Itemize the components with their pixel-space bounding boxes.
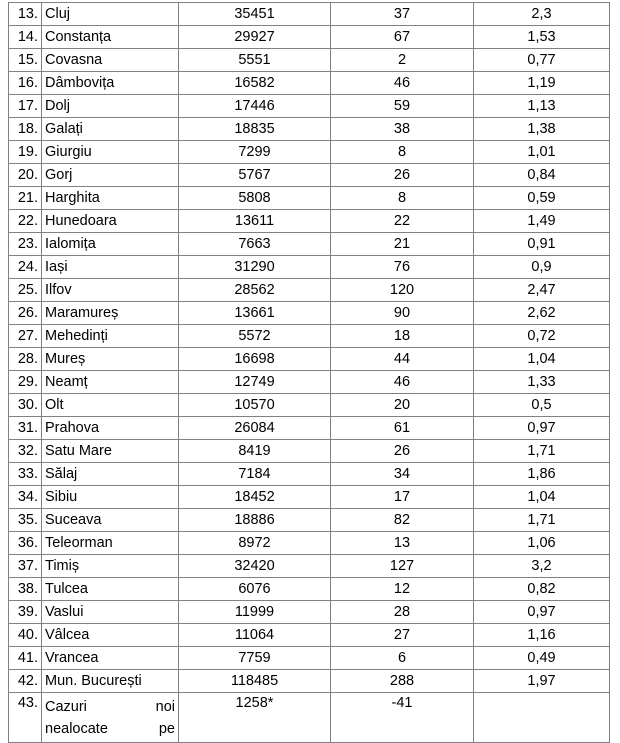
new-cases-cell: 120 [331,279,474,302]
table-row [9,210,610,233]
total-cases-cell: 6076 [179,578,331,601]
total-cases-cell: 8972 [179,532,331,555]
county-name-cell: Neamț [42,371,179,394]
county-name-cell: Satu Mare [42,440,179,463]
new-cases-cell: 61 [331,417,474,440]
total-cases-cell: 5808 [179,187,331,210]
table-row [9,118,610,141]
new-cases-cell: 288 [331,670,474,693]
total-cases-cell: 18835 [179,118,331,141]
statistics-table-container [8,2,609,743]
new-cases-cell: 46 [331,72,474,95]
incidence-rate-cell: 0,97 [474,417,610,440]
row-index-cell: 42. [9,670,42,693]
incidence-rate-cell: 1,06 [474,532,610,555]
table-row [9,49,610,72]
row-index-cell: 25. [9,279,42,302]
row-index-cell: 19. [9,141,42,164]
total-cases-cell: 31290 [179,256,331,279]
total-cases-cell: 13661 [179,302,331,325]
county-name-cell: Vrancea [42,647,179,670]
new-cases-cell: 18 [331,325,474,348]
table-row [9,233,610,256]
row-index-cell: 23. [9,233,42,256]
table-row [9,302,610,325]
county-name-cell: Vaslui [42,601,179,624]
row-index-cell: 28. [9,348,42,371]
row-index-cell: 37. [9,555,42,578]
table-row [9,141,610,164]
county-name-cell: Hunedoara [42,210,179,233]
total-cases-cell: 10570 [179,394,331,417]
table-row [9,279,610,302]
table-row [9,371,610,394]
county-name-cell: Olt [42,394,179,417]
row-index-cell: 43. [9,693,42,743]
incidence-rate-cell: 3,2 [474,555,610,578]
incidence-rate-cell: 0,59 [474,187,610,210]
new-cases-cell: 2 [331,49,474,72]
new-cases-cell: 20 [331,394,474,417]
county-name-cell: Sibiu [42,486,179,509]
county-name-cell: Teleorman [42,532,179,555]
row-index-cell: 29. [9,371,42,394]
new-cases-cell: 34 [331,463,474,486]
incidence-rate-cell: 0,77 [474,49,610,72]
incidence-rate-cell: 2,47 [474,279,610,302]
row-index-cell: 31. [9,417,42,440]
total-cases-cell: 28562 [179,279,331,302]
new-cases-cell: 90 [331,302,474,325]
total-cases-cell: 7759 [179,647,331,670]
unallocated-label-line-2: nealocate pe [45,721,175,738]
new-cases-cell: 59 [331,95,474,118]
table-row [9,486,610,509]
row-index-cell: 38. [9,578,42,601]
new-cases-cell: 8 [331,141,474,164]
total-cases-cell: 11064 [179,624,331,647]
table-row [9,187,610,210]
unallocated-label-line-1: Cazuri noi [45,699,175,715]
total-cases-cell: 16698 [179,348,331,371]
new-cases-cell: 26 [331,440,474,463]
total-cases-cell: 32420 [179,555,331,578]
new-cases-cell: 37 [331,3,474,26]
total-cases-cell: 16582 [179,72,331,95]
county-name-cell: Timiș [42,555,179,578]
incidence-rate-cell: 0,5 [474,394,610,417]
county-name-cell: Constanța [42,26,179,49]
table-row [9,3,610,26]
row-index-cell: 33. [9,463,42,486]
table-row-unallocated [9,693,610,743]
total-cases-cell: 12749 [179,371,331,394]
total-cases-cell: 7299 [179,141,331,164]
table-row [9,26,610,49]
new-cases-cell: 46 [331,371,474,394]
county-name-cell: Suceava [42,509,179,532]
row-index-cell: 24. [9,256,42,279]
row-index-cell: 20. [9,164,42,187]
row-index-cell: 14. [9,26,42,49]
table-row [9,348,610,371]
county-name-cell: Prahova [42,417,179,440]
county-name-cell: Giurgiu [42,141,179,164]
incidence-rate-cell: 0,49 [474,647,610,670]
new-cases-cell: 44 [331,348,474,371]
county-name-cell: Harghita [42,187,179,210]
table-row [9,509,610,532]
table-row [9,601,610,624]
total-cases-cell: 118485 [179,670,331,693]
county-name-cell: Vâlcea [42,624,179,647]
incidence-rate-cell: 1,04 [474,486,610,509]
county-name-cell: Dolj [42,95,179,118]
incidence-rate-cell: 1,49 [474,210,610,233]
new-cases-cell: 22 [331,210,474,233]
county-name-cell: Mun. București [42,670,179,693]
incidence-rate-cell: 1,97 [474,670,610,693]
new-cases-cell: 76 [331,256,474,279]
total-cases-cell: 29927 [179,26,331,49]
table-row [9,532,610,555]
county-name-cell: Covasna [42,49,179,72]
total-cases-cell: 13611 [179,210,331,233]
total-cases-cell: 35451 [179,3,331,26]
total-cases-cell: 18886 [179,509,331,532]
table-row [9,164,610,187]
total-cases-cell: 7184 [179,463,331,486]
incidence-rate-cell: 2,3 [474,3,610,26]
row-index-cell: 22. [9,210,42,233]
unallocated-label-cell [42,693,179,743]
county-name-cell: Mehedinți [42,325,179,348]
incidence-rate-cell [474,693,610,743]
new-cases-cell: 28 [331,601,474,624]
table-row [9,72,610,95]
table-row [9,624,610,647]
row-index-cell: 13. [9,3,42,26]
total-cases-cell: 17446 [179,95,331,118]
row-index-cell: 30. [9,394,42,417]
row-index-cell: 15. [9,49,42,72]
incidence-rate-cell: 0,91 [474,233,610,256]
county-statistics-table [8,2,610,743]
county-name-cell: Ialomița [42,233,179,256]
incidence-rate-cell: 1,01 [474,141,610,164]
incidence-rate-cell: 1,13 [474,95,610,118]
row-index-cell: 36. [9,532,42,555]
incidence-rate-cell: 0,9 [474,256,610,279]
incidence-rate-cell: 1,86 [474,463,610,486]
county-name-cell: Ilfov [42,279,179,302]
total-cases-cell: 26084 [179,417,331,440]
incidence-rate-cell: 1,33 [474,371,610,394]
incidence-rate-cell: 0,84 [474,164,610,187]
new-cases-cell: 38 [331,118,474,141]
total-cases-cell: 5572 [179,325,331,348]
table-row [9,647,610,670]
total-cases-cell: 18452 [179,486,331,509]
new-cases-cell: 82 [331,509,474,532]
table-body [9,3,610,743]
table-row [9,325,610,348]
row-index-cell: 16. [9,72,42,95]
row-index-cell: 34. [9,486,42,509]
row-index-cell: 21. [9,187,42,210]
incidence-rate-cell: 1,38 [474,118,610,141]
total-cases-cell: 5551 [179,49,331,72]
county-name-cell: Mureș [42,348,179,371]
row-index-cell: 26. [9,302,42,325]
new-cases-cell: 8 [331,187,474,210]
county-name-cell: Iași [42,256,179,279]
new-cases-cell: 27 [331,624,474,647]
county-name-cell: Galați [42,118,179,141]
new-cases-cell: 17 [331,486,474,509]
row-index-cell: 27. [9,325,42,348]
county-name-cell: Tulcea [42,578,179,601]
incidence-rate-cell: 0,72 [474,325,610,348]
row-index-cell: 40. [9,624,42,647]
incidence-rate-cell: 1,71 [474,509,610,532]
new-cases-cell: 67 [331,26,474,49]
total-cases-cell: 7663 [179,233,331,256]
incidence-rate-cell: 1,71 [474,440,610,463]
table-row [9,394,610,417]
new-cases-cell: 127 [331,555,474,578]
table-row [9,670,610,693]
total-cases-cell: 1258* [179,693,331,743]
total-cases-cell: 8419 [179,440,331,463]
county-name-cell: Cluj [42,3,179,26]
row-index-cell: 39. [9,601,42,624]
incidence-rate-cell: 0,82 [474,578,610,601]
row-index-cell: 41. [9,647,42,670]
table-row [9,256,610,279]
new-cases-cell: 12 [331,578,474,601]
table-row [9,440,610,463]
incidence-rate-cell: 1,19 [474,72,610,95]
county-name-cell: Dâmbovița [42,72,179,95]
incidence-rate-cell: 1,53 [474,26,610,49]
table-row [9,555,610,578]
row-index-cell: 17. [9,95,42,118]
new-cases-cell: -41 [331,693,474,743]
table-row [9,417,610,440]
incidence-rate-cell: 0,97 [474,601,610,624]
incidence-rate-cell: 2,62 [474,302,610,325]
incidence-rate-cell: 1,16 [474,624,610,647]
total-cases-cell: 5767 [179,164,331,187]
row-index-cell: 18. [9,118,42,141]
incidence-rate-cell: 1,04 [474,348,610,371]
table-row [9,463,610,486]
total-cases-cell: 11999 [179,601,331,624]
new-cases-cell: 21 [331,233,474,256]
county-name-cell: Gorj [42,164,179,187]
table-row [9,578,610,601]
row-index-cell: 32. [9,440,42,463]
table-row [9,95,610,118]
county-name-cell: Maramureș [42,302,179,325]
new-cases-cell: 6 [331,647,474,670]
row-index-cell: 35. [9,509,42,532]
county-name-cell: Sălaj [42,463,179,486]
new-cases-cell: 13 [331,532,474,555]
new-cases-cell: 26 [331,164,474,187]
